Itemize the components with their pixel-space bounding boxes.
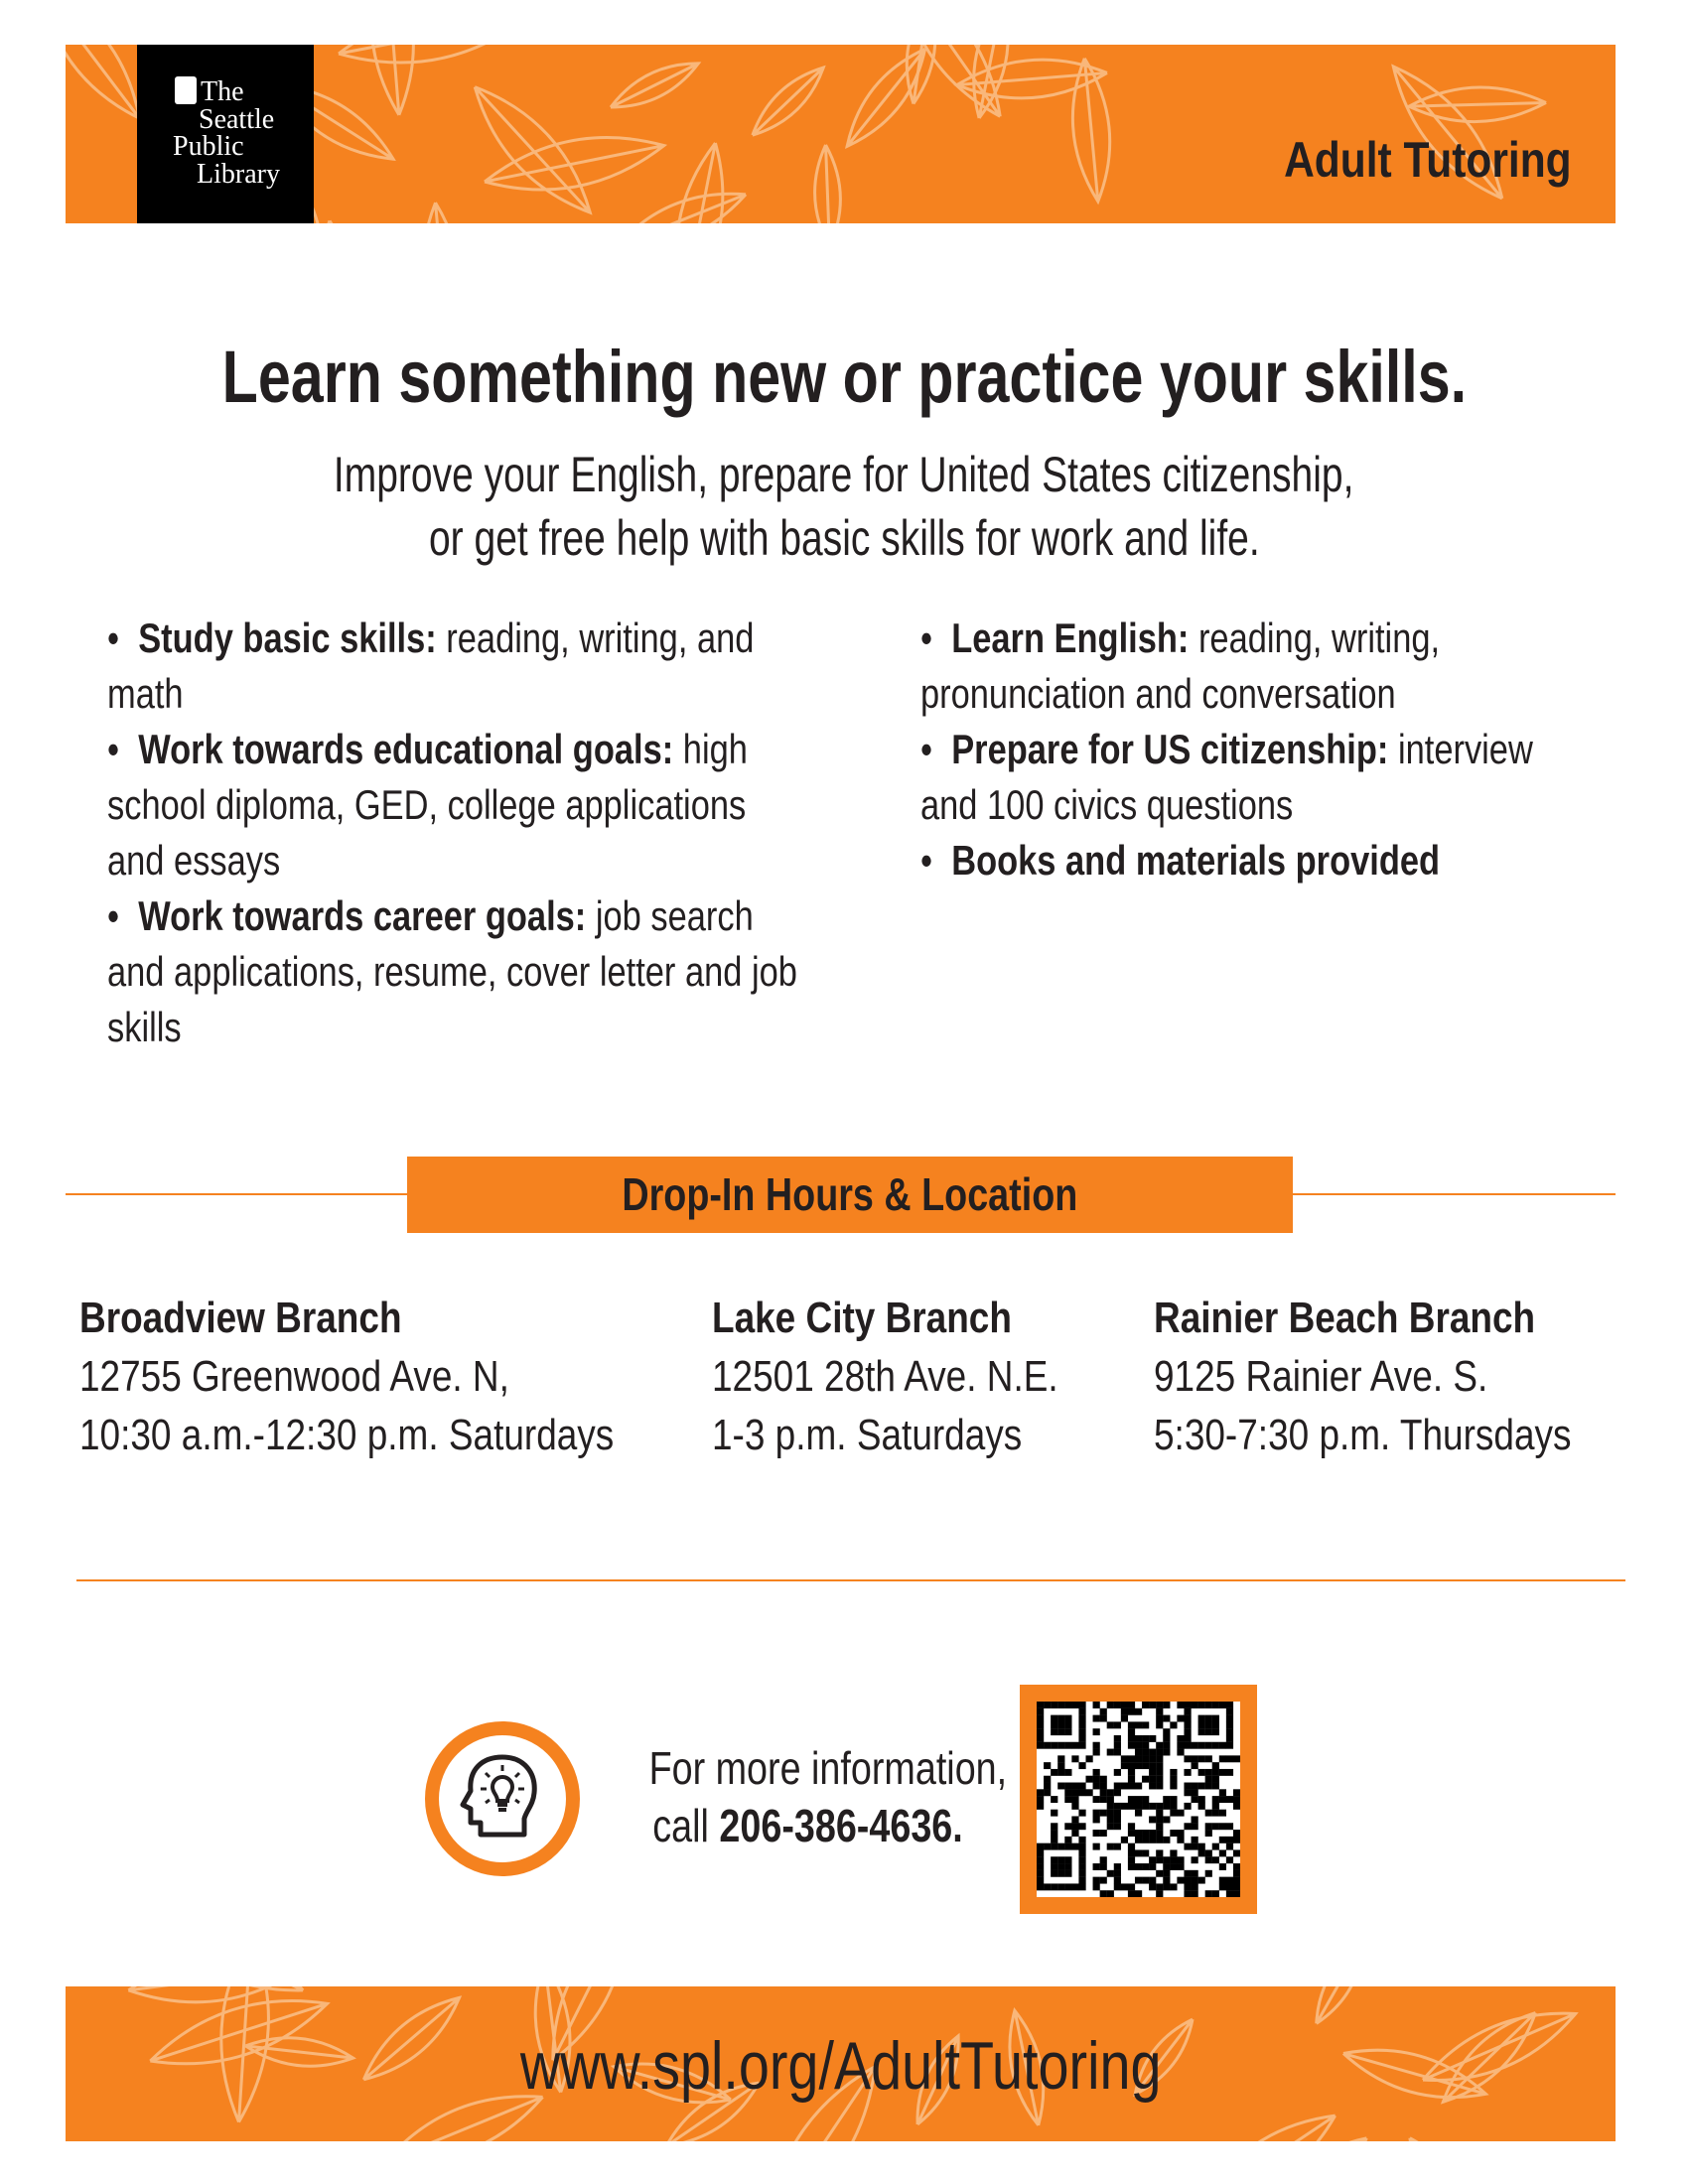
leaf-shape xyxy=(605,53,703,118)
leaf-shape xyxy=(813,144,843,223)
footer-banner xyxy=(66,1986,1616,2141)
leaf-shape xyxy=(313,219,362,223)
qr-code-image xyxy=(1037,1702,1240,1897)
leaf-shape xyxy=(835,45,937,156)
branch-hours: 10:30 a.m.-12:30 p.m. Saturdays xyxy=(79,1411,615,1459)
page-title: Learn something new or practice your skills. xyxy=(221,336,1467,418)
logo-emblem-icon xyxy=(175,76,197,104)
branch-address: 9125 Rainier Ave. S. xyxy=(1154,1352,1488,1401)
leaf-shape xyxy=(1408,85,1546,123)
leaf-shape xyxy=(418,202,466,223)
logo-text-public: Public xyxy=(173,131,244,162)
subtitle-line-2: or get free help with basic skills for work and life. xyxy=(428,510,1260,566)
qr-code[interactable] xyxy=(1020,1685,1257,1914)
call-prefix: call xyxy=(652,1800,710,1851)
phone-number[interactable]: 206-386-4636. xyxy=(719,1800,964,1851)
leaf-shape xyxy=(744,59,831,144)
list-item: • Study basic skills: reading, writing, and math xyxy=(107,614,755,717)
section-header xyxy=(407,1157,1293,1233)
branch-broadview xyxy=(79,1289,614,1464)
list-item: • Prepare for US citizenship: interview and 100 civics questions xyxy=(920,726,1533,828)
branch-hours: 1-3 p.m. Saturdays xyxy=(712,1411,1023,1459)
subtitle-line-1: Improve your English, prepare for United States citizenship, xyxy=(334,447,1354,502)
branch-name: Broadview Branch xyxy=(79,1294,402,1342)
leaf-shape xyxy=(365,45,419,116)
leaf-shape xyxy=(1066,57,1116,204)
branch-address: 12501 28th Ave. N.E. xyxy=(712,1352,1058,1401)
bullet-list-left xyxy=(107,611,807,1055)
section-title: Drop-In Hours & Location xyxy=(622,1168,1078,1220)
branch-rainier-beach xyxy=(1154,1289,1571,1464)
contact-line: For more information, xyxy=(648,1742,1008,1794)
branch-lake-city xyxy=(712,1289,1058,1464)
bullet-list-right xyxy=(920,611,1556,888)
branch-hours: 5:30-7:30 p.m. Thursdays xyxy=(1154,1411,1572,1459)
leaf-shape xyxy=(1397,2129,1491,2141)
branch-name: Rainier Beach Branch xyxy=(1154,1294,1536,1342)
branch-name: Lake City Branch xyxy=(712,1294,1012,1342)
library-logo[interactable] xyxy=(137,45,314,223)
list-item: • Work towards career goals: job search and applications, resume, cover letter and job skills xyxy=(107,892,797,1050)
list-item: • Books and materials provided xyxy=(920,837,1441,884)
header-banner xyxy=(66,45,1616,223)
leaf-shape xyxy=(335,45,532,77)
list-item: • Work towards educational goals: high school diploma, GED, college applications and essays xyxy=(107,726,748,884)
logo-text-seattle: Seattle xyxy=(199,104,275,135)
logo-text-the: The xyxy=(201,76,244,107)
leaf-shape xyxy=(480,123,668,205)
leaf-shape xyxy=(1306,1986,1374,2029)
head-lightbulb-icon xyxy=(425,1721,580,1876)
website-link[interactable]: www.spl.org/AdultTutoring xyxy=(519,2028,1162,2104)
leaf-shape xyxy=(459,72,606,223)
divider-line xyxy=(76,1579,1625,1581)
list-item: • Learn English: reading, writing, pronunciation and conversation xyxy=(920,614,1441,717)
program-title: Adult Tutoring xyxy=(1284,132,1572,188)
leaf-shape xyxy=(664,139,736,223)
logo-text-library: Library xyxy=(197,159,280,190)
branch-address: 12755 Greenwood Ave. N, xyxy=(79,1352,509,1401)
